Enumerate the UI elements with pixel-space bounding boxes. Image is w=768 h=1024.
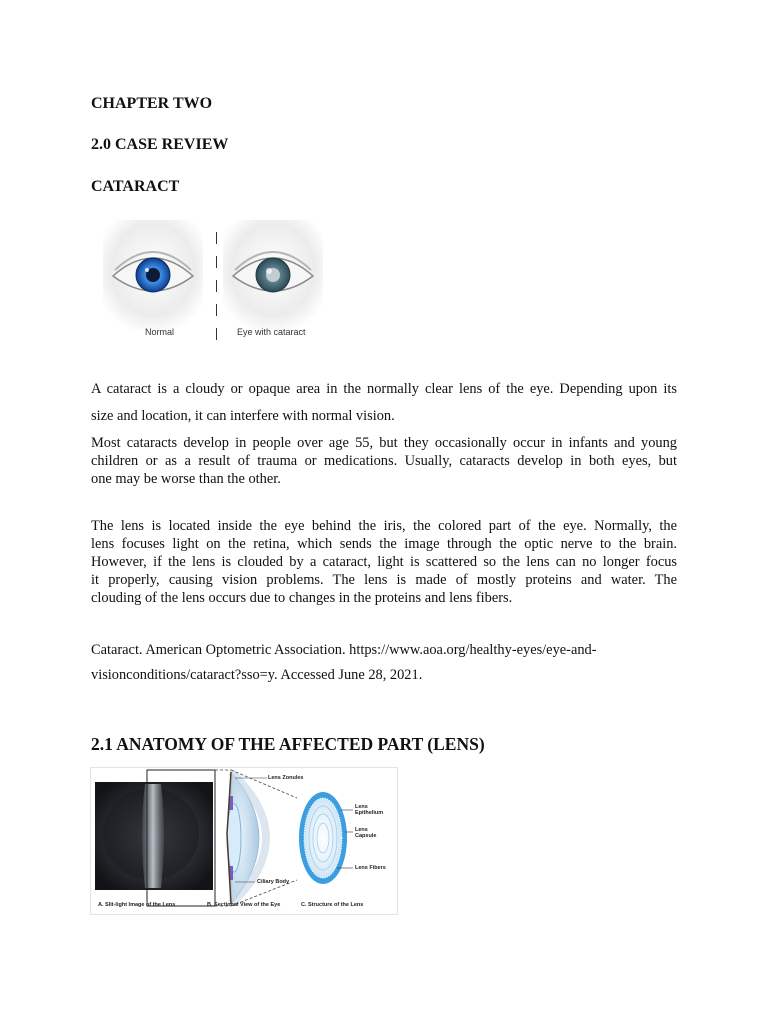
citation-line: Cataract. American Optometric Association. https://www.aoa.org/healthy-eyes/eye-and-	[91, 642, 597, 658]
paragraph-line: However, if the lens is clouded by a cataract, light is scattered so the lens can no longer focus	[91, 554, 677, 570]
anatomy-heading: 2.1 ANATOMY OF THE AFFECTED PART (LENS)	[91, 734, 485, 754]
chapter-heading: CHAPTER TWO	[91, 95, 213, 112]
paragraph-line: The lens is located inside the eye behind the iris, the colored part of the eye. Normally, the	[91, 518, 677, 534]
caption-slit-light: A. Slit-light Image of the Lens	[98, 902, 176, 908]
caption-sectional-view: B. Sectional View of the Eye	[207, 902, 281, 908]
label-lens-fibers: Lens Fibers	[355, 865, 386, 871]
citation	[91, 638, 677, 688]
eye-comparison-figure	[91, 220, 341, 348]
caption-lens-structure: C. Structure of the Lens	[301, 902, 364, 908]
lens-anatomy-figure	[90, 767, 398, 915]
label-lens-epithelium-2: Epithelium	[355, 810, 384, 816]
paragraph-line: it properly, causing vision problems. The lens is made of mostly proteins and water. The	[91, 572, 677, 588]
figure-divider	[216, 232, 217, 340]
paragraph-definition	[91, 376, 677, 430]
label-ciliary-body: Ciliary Body	[257, 879, 290, 885]
cataract-heading: CATARACT	[91, 178, 180, 195]
citation-line: visionconditions/cataract?sso=y. Accessed June 28, 2021.	[91, 667, 423, 683]
paragraph-line: lens focuses light on the retina, which sends the image through the optic nerve to the brain.	[91, 536, 677, 552]
label-lens-zonules: Lens Zonules	[268, 775, 304, 781]
lens-anatomy-illustration	[91, 768, 397, 914]
paragraph-line: A cataract is a cloudy or opaque area in the normally clear lens of the eye. Depending upon its	[91, 381, 677, 397]
paragraph-lens-function	[91, 517, 677, 607]
label-lens-capsule-1: Lens	[355, 827, 368, 833]
normal-eye-caption: Normal	[145, 327, 175, 337]
label-lens-epithelium-1: Lens	[355, 804, 368, 810]
paragraph-line: clouding of the lens occurs due to changes in the proteins and lens fibers.	[91, 590, 513, 606]
paragraph-line: size and location, it can interfere with normal vision.	[91, 408, 395, 424]
paragraph-line: Most cataracts develop in people over age 55, but they occasionally occur in infants and young	[91, 435, 677, 451]
label-lens-capsule-2: Capsule	[355, 833, 377, 839]
paragraph-line: children or as a result of trauma or medications. Usually, cataracts develop in both eyes, but	[91, 453, 677, 469]
paragraph-line: one may be worse than the other.	[91, 471, 281, 487]
case-review-heading: 2.0 CASE REVIEW	[91, 136, 229, 153]
cataract-eye-caption: Eye with cataract	[237, 327, 306, 337]
cataract-eye-illustration	[223, 220, 323, 330]
normal-eye-illustration	[103, 220, 203, 330]
paragraph-age	[91, 434, 677, 488]
